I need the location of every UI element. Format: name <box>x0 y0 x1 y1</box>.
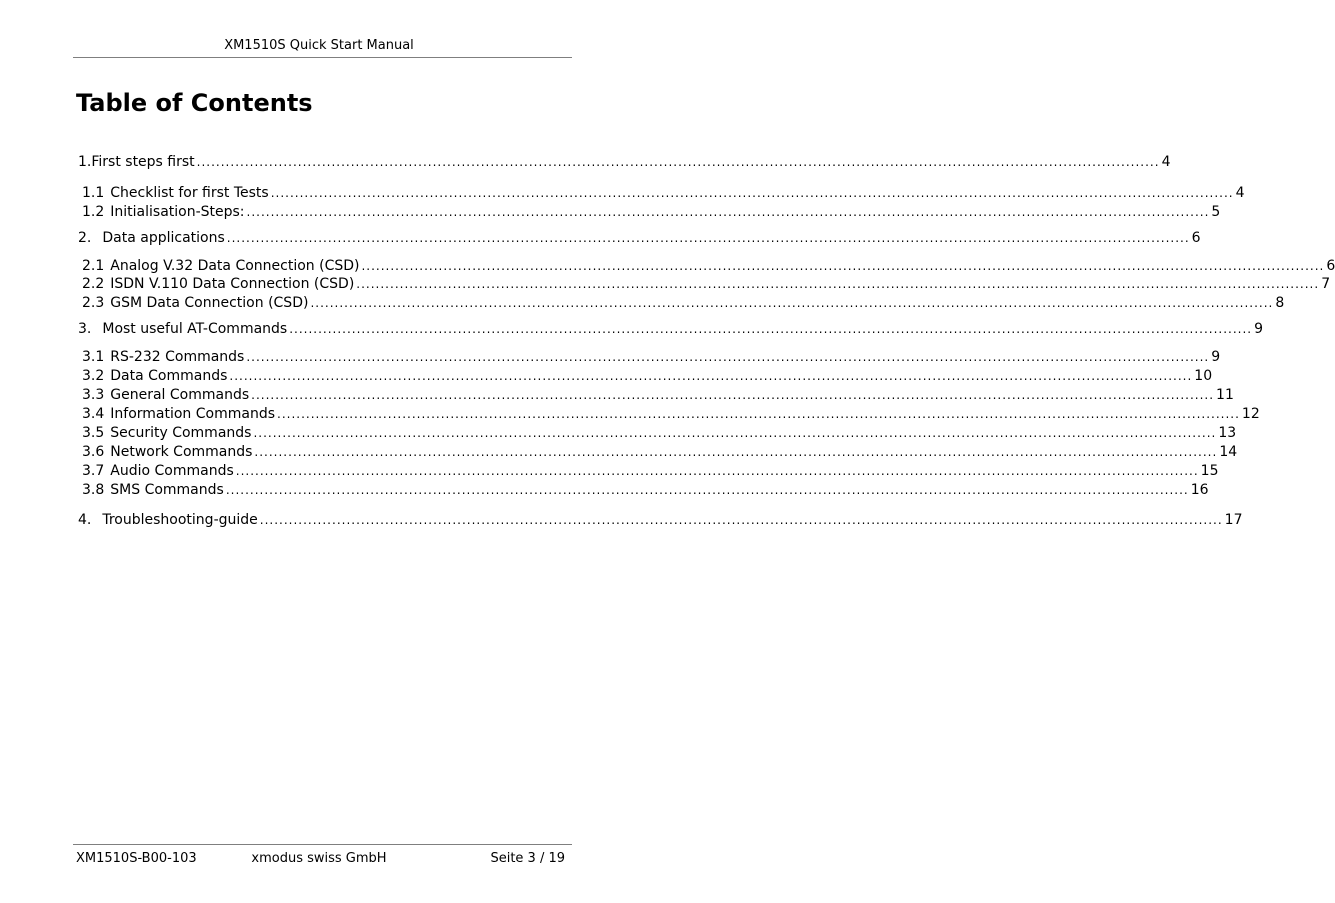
toc-entry[interactable] <box>78 154 1171 171</box>
toc-entry-number: 3.3 <box>82 387 105 403</box>
footer-company: xmodus swiss GmbH <box>251 851 387 866</box>
toc-entry-page: 7 <box>1321 276 1331 292</box>
toc-entry-page: 9 <box>1254 321 1264 337</box>
toc-entry-number: 2. <box>78 230 92 246</box>
toc-leader-dots: ........................................................................................................................................................................................................ <box>356 277 1320 291</box>
toc-entry[interactable] <box>82 204 1221 221</box>
toc-entry-number: 3.8 <box>82 482 105 498</box>
toc-entry-number: 4. <box>78 512 92 528</box>
toc-entry-number: 3.1 <box>82 349 105 365</box>
toc-entry-number: 1.2 <box>82 204 105 220</box>
toc-entry[interactable] <box>82 185 1245 202</box>
toc-leader-dots: ........................................................................................................................................................................................................ <box>310 296 1274 310</box>
toc-entry-label: RS-232 Commands <box>110 349 245 365</box>
toc-leader-dots: ........................................................................................................................................................................................................ <box>251 388 1215 402</box>
toc-entry-number: 3.4 <box>82 406 105 422</box>
toc-entry-number: 3. <box>78 321 92 337</box>
toc-entry-number: 3.5 <box>82 425 105 441</box>
toc-leader-dots: ........................................................................................................................................................................................................ <box>196 155 1160 169</box>
toc-entry-page: 9 <box>1211 349 1221 365</box>
toc-entry[interactable] <box>82 444 1238 461</box>
toc-entry[interactable] <box>82 482 1209 499</box>
toc-entry-page: 4 <box>1235 185 1245 201</box>
footer-doc-id: XM1510S-B00-103 <box>76 851 197 866</box>
toc-entry-page: 8 <box>1275 295 1285 311</box>
toc-entry-label: Data applications <box>102 230 225 246</box>
toc-entry-label: Data Commands <box>110 368 228 384</box>
toc-entry-label: GSM Data Connection (CSD) <box>110 295 309 311</box>
toc-entry[interactable] <box>82 295 1285 312</box>
toc-entry-label: ISDN V.110 Data Connection (CSD) <box>110 276 355 292</box>
toc-entry-number: 2.2 <box>82 276 105 292</box>
page-title: Table of Contents <box>76 89 313 117</box>
footer-page-info: Seite 3 / 19 <box>490 851 565 866</box>
toc-entry-label: Checklist for first Tests <box>110 185 269 201</box>
toc-leader-dots: ........................................................................................................................................................................................................ <box>235 464 1199 478</box>
toc-entry[interactable] <box>82 463 1219 480</box>
toc-entry-number: 1.1 <box>82 185 105 201</box>
toc-entry-page: 12 <box>1241 406 1260 422</box>
toc-entry-label: Network Commands <box>110 444 253 460</box>
toc-entry-number: 3.7 <box>82 463 105 479</box>
toc-entry-label: Audio Commands <box>110 463 234 479</box>
toc-entry-page: 6 <box>1326 258 1335 274</box>
toc-leader-dots: ........................................................................................................................................................................................................ <box>270 186 1234 200</box>
toc-entry[interactable] <box>82 349 1221 366</box>
toc-entry-page: 16 <box>1190 482 1209 498</box>
toc-entry-number: 1. <box>78 154 92 170</box>
toc-entry-page: 11 <box>1216 387 1234 403</box>
toc-entry-number: 3.2 <box>82 368 105 384</box>
toc-entry-label: Initialisation-Steps: <box>110 204 245 220</box>
toc-entry-number: 3.6 <box>82 444 105 460</box>
toc-entry-page: 5 <box>1211 204 1221 220</box>
toc-entry-label: General Commands <box>110 387 250 403</box>
toc-leader-dots: ........................................................................................................................................................................................................ <box>246 205 1210 219</box>
toc-entry-label: Troubleshooting-guide <box>102 512 258 528</box>
toc-entry-label: Most useful AT-Commands <box>102 321 288 337</box>
toc-entry[interactable] <box>82 276 1331 293</box>
toc-entry-page: 10 <box>1194 368 1213 384</box>
toc-entry[interactable] <box>82 258 1335 275</box>
toc-entry[interactable] <box>82 406 1260 423</box>
toc-entry[interactable] <box>82 387 1234 404</box>
toc-entry-number: 2.3 <box>82 295 105 311</box>
footer-divider <box>73 844 572 845</box>
toc-leader-dots: ........................................................................................................................................................................................................ <box>229 369 1193 383</box>
toc-entry[interactable] <box>78 321 1264 338</box>
toc-entry-label: Analog V.32 Data Connection (CSD) <box>110 258 360 274</box>
toc-leader-dots: ........................................................................................................................................................................................................ <box>259 513 1223 527</box>
toc-entry-label: SMS Commands <box>110 482 224 498</box>
toc-leader-dots: ........................................................................................................................................................................................................ <box>226 231 1190 245</box>
toc-entry-number: 2.1 <box>82 258 105 274</box>
toc-entry-label: Information Commands <box>110 406 276 422</box>
toc-entry-page: 13 <box>1218 425 1237 441</box>
toc-entry[interactable] <box>78 230 1201 247</box>
toc-leader-dots: ........................................................................................................................................................................................................ <box>289 322 1253 336</box>
toc-leader-dots: ........................................................................................................................................................................................................ <box>246 350 1210 364</box>
toc-entry[interactable] <box>82 425 1237 442</box>
toc-entry-page: 4 <box>1161 154 1171 170</box>
header-divider <box>73 57 572 58</box>
toc-entry-page: 17 <box>1224 512 1243 528</box>
toc-leader-dots: ........................................................................................................................................................................................................ <box>225 483 1189 497</box>
toc-entry[interactable] <box>78 512 1243 529</box>
page-header: XM1510S Quick Start Manual <box>224 38 414 53</box>
toc-entry-label: First steps first <box>91 154 195 170</box>
toc-entry-page: 14 <box>1219 444 1238 460</box>
toc-leader-dots: ........................................................................................................................................................................................................ <box>254 445 1218 459</box>
toc-entry-page: 15 <box>1200 463 1219 479</box>
toc-leader-dots: ........................................................................................................................................................................................................ <box>253 426 1217 440</box>
toc-entry-page: 6 <box>1191 230 1201 246</box>
toc-leader-dots: ........................................................................................................................................................................................................ <box>361 259 1325 273</box>
toc-leader-dots: ........................................................................................................................................................................................................ <box>277 407 1240 421</box>
toc-entry-label: Security Commands <box>110 425 252 441</box>
toc-entry[interactable] <box>82 368 1213 385</box>
